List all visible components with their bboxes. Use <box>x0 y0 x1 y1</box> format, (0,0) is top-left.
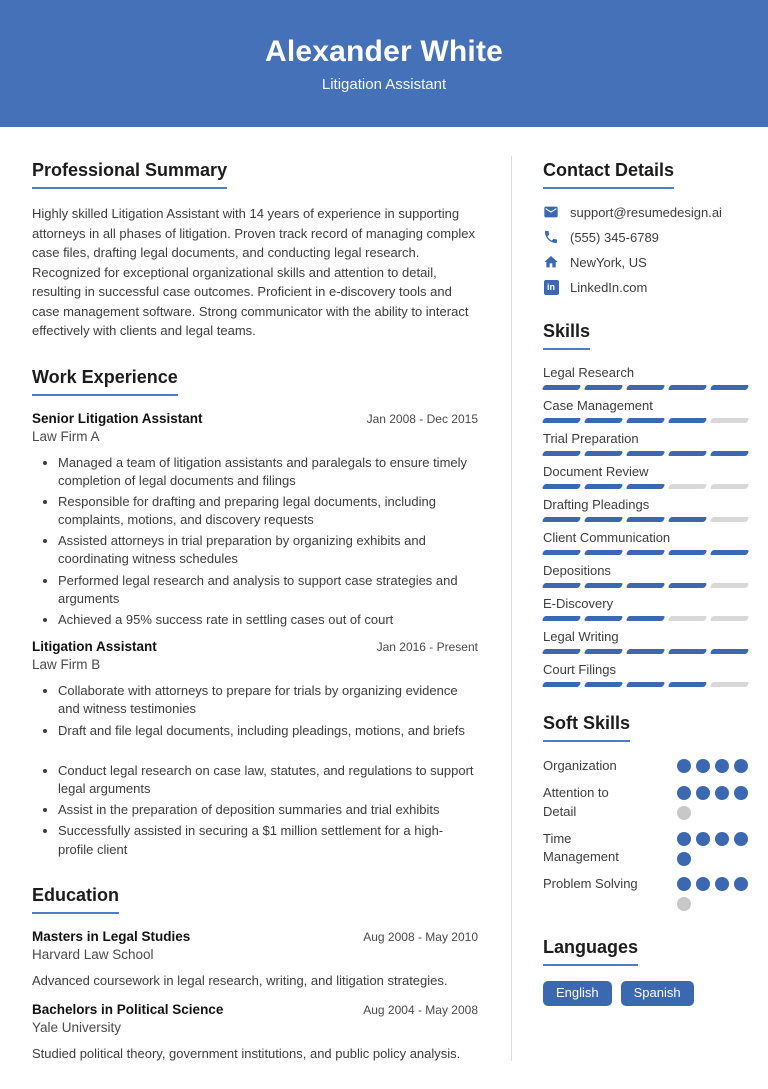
rating-dot-filled <box>734 759 748 773</box>
skill-segment-filled <box>626 385 666 390</box>
skill-name: Drafting Pleadings <box>543 497 650 512</box>
skill-bar <box>543 682 748 687</box>
contact-text: support@resumedesign.ai <box>570 204 722 220</box>
rating-dot-filled <box>696 759 710 773</box>
skills-heading: Skills <box>543 321 590 350</box>
skills-list <box>543 365 748 687</box>
skill-segment-empty <box>668 616 708 621</box>
rating-dot-filled <box>715 786 729 800</box>
skill-segment-filled <box>626 649 666 654</box>
contact-text: (555) 345-6789 <box>570 229 659 245</box>
skill-segment-empty <box>668 484 708 489</box>
skill-segment-filled <box>542 385 582 390</box>
skill-bar <box>543 484 748 489</box>
skill-segment-filled <box>542 451 582 456</box>
education-list <box>32 929 478 1063</box>
person-job-title: Litigation Assistant <box>321 75 447 93</box>
job-bullets <box>32 682 478 859</box>
education-school: Yale University <box>32 1019 122 1035</box>
language-chip: Spanish <box>621 981 694 1005</box>
job-bullet: • Conduct legal research on case law, statutes, and regulations to support legal arguments <box>58 762 478 798</box>
skill-segment-filled <box>668 583 708 588</box>
job-bullet: • Assisted attorneys in trial preparation by organizing exhibits and coordinating witness schedules <box>58 532 478 568</box>
skill-segment-filled <box>626 682 666 687</box>
skill-item <box>543 563 748 588</box>
skill-segment-filled <box>584 649 624 654</box>
rating-dot-filled <box>677 759 691 773</box>
soft-skills-heading: Soft Skills <box>543 713 630 742</box>
contact-text: LinkedIn.com <box>570 279 648 295</box>
soft-skills-section <box>543 713 748 911</box>
skill-item <box>543 464 748 489</box>
soft-skill-name: Problem Solving <box>543 876 638 892</box>
job-entry <box>32 639 478 859</box>
skill-name: Client Communication <box>543 530 671 545</box>
education-header <box>32 1002 478 1017</box>
education-dates: Aug 2004 - May 2008 <box>363 1002 478 1017</box>
skill-segment-filled <box>584 616 624 621</box>
skill-segment-filled <box>542 682 582 687</box>
job-header <box>32 411 478 426</box>
column-divider <box>511 156 512 1061</box>
contact-item <box>543 204 748 220</box>
skill-bar <box>543 616 748 621</box>
rating-dot-filled <box>734 832 748 846</box>
skill-segment-filled <box>542 517 582 522</box>
skill-name: Legal Writing <box>543 629 619 644</box>
education-entry <box>32 1002 478 1063</box>
soft-skill-dots <box>677 757 748 776</box>
rating-dot-filled <box>696 786 710 800</box>
skill-segment-filled <box>542 418 582 423</box>
sidebar <box>543 160 748 1089</box>
skill-item <box>543 497 748 522</box>
skill-segment-filled <box>584 451 624 456</box>
skill-segment-filled <box>626 418 666 423</box>
rating-dot-empty <box>677 806 691 820</box>
skill-bar <box>543 649 748 654</box>
skill-bar <box>543 550 748 555</box>
skill-item <box>543 398 748 423</box>
skill-item <box>543 431 748 456</box>
skill-segment-filled <box>584 484 624 489</box>
email-icon <box>543 204 559 220</box>
skill-segment-filled <box>542 583 582 588</box>
skill-item <box>543 629 748 654</box>
skill-segment-filled <box>584 418 624 423</box>
soft-skill-name: Organization <box>543 758 617 773</box>
soft-skill-name: Time Management <box>543 830 619 865</box>
rating-dot-filled <box>715 832 729 846</box>
skill-name: E-Discovery <box>543 596 614 611</box>
skill-name: Legal Research <box>543 365 635 380</box>
job-bullet: • Draft and file legal documents, including pleadings, motions, and briefs <box>58 722 478 740</box>
skill-segment-filled <box>668 451 708 456</box>
contact-item <box>543 229 748 245</box>
person-name: Alexander White <box>264 34 504 68</box>
contact-section <box>543 160 748 295</box>
languages-list <box>543 981 748 1005</box>
education-entry <box>32 929 478 990</box>
summary-text: Highly skilled Litigation Assistant with 14 years of experience in supporting attorneys in all phases of litigation. Proven track record of managing complex case files, drafting legal documents, and conducting legal research. Recognized for exceptional organizational skills and attention to detail, resulting in successful case outcomes. Proficient in e-discovery tools and case management software. Strong communicator with the ability to interact effectively with clients and legal teams. <box>32 206 475 338</box>
soft-skill-dots <box>677 875 748 911</box>
summary-heading: Professional Summary <box>32 160 227 189</box>
skill-item <box>543 662 748 687</box>
rating-dot-filled <box>677 852 691 866</box>
skill-item <box>543 596 748 621</box>
content <box>0 127 768 1089</box>
experience-heading: Work Experience <box>32 367 178 396</box>
soft-skill-item <box>543 875 748 911</box>
soft-skill-item <box>543 784 748 822</box>
rating-dot-filled <box>734 877 748 891</box>
skill-segment-filled <box>626 484 666 489</box>
job-bullet: • Managed a team of litigation assistants and paralegals to ensure timely completion of legal documents and filings <box>58 454 478 490</box>
soft-skill-dots <box>677 784 748 822</box>
education-degree: Bachelors in Political Science <box>32 1001 224 1017</box>
education-description: Advanced coursework in legal research, writing, and litigation strategies. <box>32 972 448 988</box>
skill-item <box>543 530 748 555</box>
main-column <box>32 160 478 1089</box>
skill-bar <box>543 385 748 390</box>
skill-name: Document Review <box>543 464 649 479</box>
skill-segment-filled <box>668 550 708 555</box>
education-dates: Aug 2008 - May 2010 <box>363 929 478 944</box>
skill-segment-filled <box>584 517 624 522</box>
skill-segment-empty <box>710 484 750 489</box>
job-dates: Jan 2016 - Present <box>376 640 478 655</box>
job-entry <box>32 411 478 630</box>
skill-bar <box>543 517 748 522</box>
job-bullet: • Responsible for drafting and preparing legal documents, including complaints, motions, and discovery requests <box>58 493 478 529</box>
soft-skills-list <box>543 757 748 911</box>
job-title: Senior Litigation Assistant <box>32 410 203 426</box>
job-company: Law Firm B <box>32 657 101 673</box>
skill-name: Trial Preparation <box>543 431 639 446</box>
soft-skill-dots <box>677 830 748 868</box>
soft-skill-item <box>543 757 748 776</box>
rating-dot-filled <box>696 877 710 891</box>
skill-segment-filled <box>626 616 666 621</box>
skill-segment-filled <box>710 451 750 456</box>
education-heading: Education <box>32 885 119 914</box>
skill-segment-filled <box>542 649 582 654</box>
job-bullet: • Collaborate with attorneys to prepare for trials by organizing evidence and witness testimonies <box>58 682 478 718</box>
skill-segment-filled <box>626 451 666 456</box>
skill-bar <box>543 418 748 423</box>
skill-name: Case Management <box>543 398 653 413</box>
rating-dot-filled <box>677 786 691 800</box>
job-dates: Jan 2008 - Dec 2015 <box>366 411 478 426</box>
job-bullets <box>32 454 478 630</box>
skill-segment-empty <box>710 517 750 522</box>
soft-skill-item <box>543 830 748 868</box>
contact-item <box>543 254 748 270</box>
rating-dot-filled <box>715 759 729 773</box>
job-bullet: • Performed legal research and analysis to support case strategies and arguments <box>58 572 478 608</box>
education-degree: Masters in Legal Studies <box>32 928 191 944</box>
education-school: Harvard Law School <box>32 946 154 962</box>
job-bullet: • Successfully assisted in securing a $1 million settlement for a high-profile client <box>58 822 478 858</box>
skill-name: Court Filings <box>543 662 616 677</box>
skill-segment-filled <box>542 616 582 621</box>
skill-segment-filled <box>710 550 750 555</box>
rating-dot-filled <box>715 877 729 891</box>
linkedin-icon: in <box>543 279 559 295</box>
rating-dot-filled <box>696 832 710 846</box>
skill-segment-filled <box>710 385 750 390</box>
skill-segment-filled <box>584 682 624 687</box>
skill-item <box>543 365 748 390</box>
contact-list <box>543 204 748 295</box>
contact-heading: Contact Details <box>543 160 674 189</box>
skill-segment-filled <box>626 550 666 555</box>
job-title: Litigation Assistant <box>32 639 157 655</box>
summary-section <box>32 160 478 341</box>
job-bullet: • Achieved a 95% success rate in settling cases out of court <box>58 611 478 629</box>
skill-segment-empty <box>710 418 750 423</box>
skill-segment-filled <box>542 550 582 555</box>
skills-section <box>543 321 748 687</box>
languages-section <box>543 937 748 1005</box>
languages-heading: Languages <box>543 937 638 966</box>
skill-segment-filled <box>626 583 666 588</box>
skill-segment-filled <box>626 517 666 522</box>
education-header <box>32 929 478 944</box>
skill-segment-empty <box>710 583 750 588</box>
skill-segment-filled <box>710 649 750 654</box>
home-icon <box>543 254 559 270</box>
education-description: Studied political theory, government institutions, and public policy analysis. <box>32 1045 461 1061</box>
experience-section <box>32 367 478 859</box>
jobs-list <box>32 411 478 859</box>
rating-dot-empty <box>677 897 691 911</box>
skill-segment-empty <box>710 682 750 687</box>
education-section <box>32 885 478 1063</box>
rating-dot-filled <box>677 832 691 846</box>
phone-icon <box>543 229 559 245</box>
skill-segment-filled <box>668 682 708 687</box>
skill-segment-filled <box>668 418 708 423</box>
skill-segment-filled <box>668 517 708 522</box>
skill-segment-filled <box>584 583 624 588</box>
skill-segment-filled <box>668 649 708 654</box>
header <box>0 0 768 127</box>
skill-segment-filled <box>584 550 624 555</box>
soft-skill-name: Attention to Detail <box>543 784 609 819</box>
rating-dot-filled <box>677 877 691 891</box>
skill-segment-filled <box>668 385 708 390</box>
skill-name: Depositions <box>543 563 611 578</box>
job-header <box>32 639 478 654</box>
job-bullet: • Assist in the preparation of deposition summaries and trial exhibits <box>58 801 478 819</box>
language-chip: English <box>543 981 612 1005</box>
skill-bar <box>543 451 748 456</box>
job-company: Law Firm A <box>32 428 100 444</box>
skill-bar <box>543 583 748 588</box>
skill-segment-filled <box>542 484 582 489</box>
skill-segment-empty <box>710 616 750 621</box>
contact-text: NewYork, US <box>570 254 647 270</box>
contact-item <box>543 279 748 295</box>
rating-dot-filled <box>734 786 748 800</box>
skill-segment-filled <box>584 385 624 390</box>
